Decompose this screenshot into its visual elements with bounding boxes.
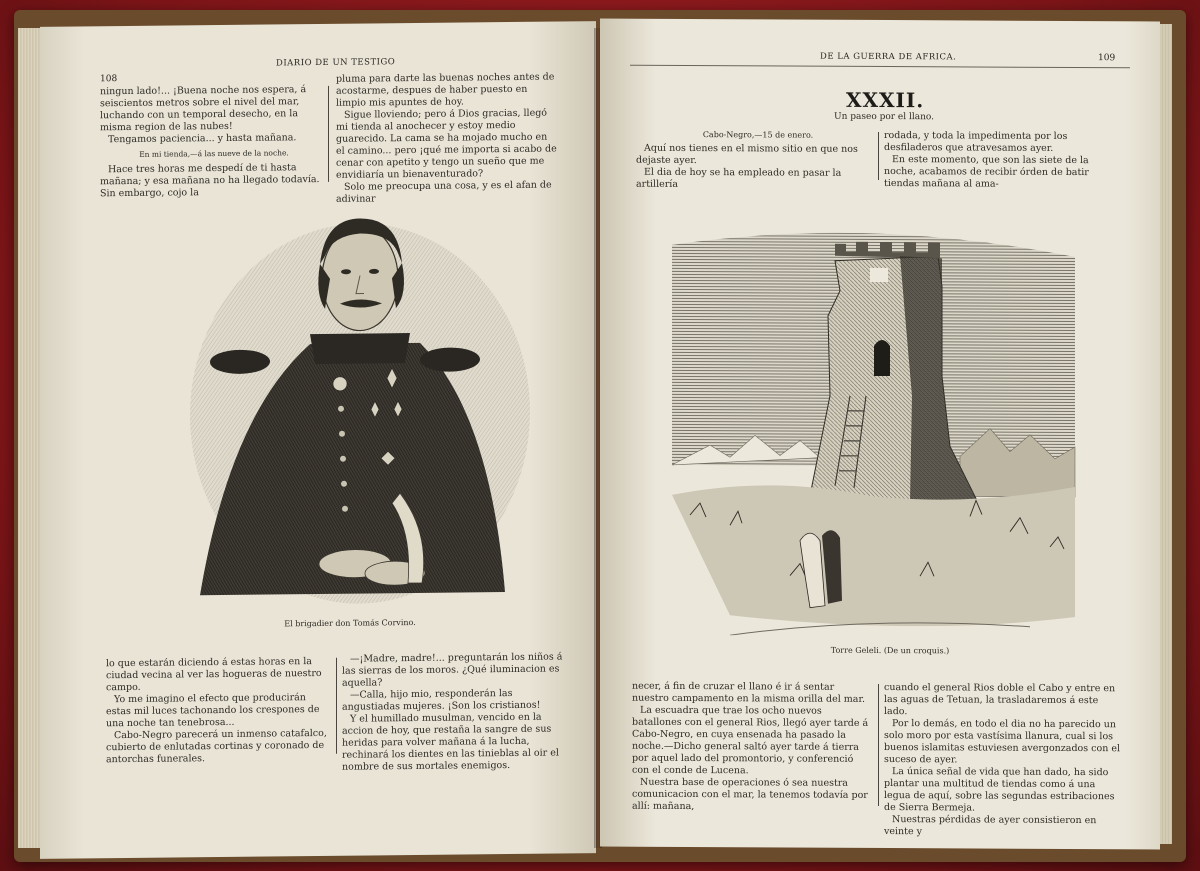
right-page-number: 109 bbox=[1098, 53, 1116, 64]
right-bottom-column-1 bbox=[632, 681, 872, 814]
page-edges-right bbox=[1158, 24, 1172, 844]
paragraph: necer, á fin de cruzar el llano é ir á sentar nuestro campamento en la misma orilla del mar. bbox=[632, 680, 865, 705]
right-bottom-column-2 bbox=[884, 682, 1124, 839]
paragraph: La escuadra que trae los ocho nuevos batallones con el general Rios, llegó ayer tarde á Cabo-Negro, en cuya ensenada ha pasado la noche.—Dicho general saltó ayer tarde á tierra por aquel lado del promontorio, y conferenció con el conde de Lucena. bbox=[632, 704, 869, 777]
paragraph: —¡Madre, madre!... preguntarán los niños á las sierras de los moros. ¿Qué iluminacion es aquella? bbox=[342, 651, 563, 689]
column-rule bbox=[878, 684, 879, 806]
paragraph: El dia de hoy se ha empleado en pasar la artillería bbox=[636, 166, 842, 190]
column-rule bbox=[328, 86, 329, 182]
paragraph: Tengamos paciencia... y hasta mañana. bbox=[108, 132, 297, 146]
paragraph: —Calla, hijo mio, responderán las angustiadas mujeres. ¡Son los cristianos! bbox=[342, 687, 541, 713]
page-edges-left bbox=[18, 28, 42, 848]
paragraph: La única señal de vida que han dado, ha sido plantar una multitud de tiendas como á una legua de aquí, sobre las segundas estribaciones de Sierra Bermeja. bbox=[884, 766, 1115, 814]
tower-caption: Torre Geleli. (De un croquis.) bbox=[830, 645, 950, 656]
dateline: Cabo-Negro,—15 de enero. bbox=[702, 130, 814, 140]
paragraph: Nuestras pérdidas de ayer consistieron en veinte y bbox=[884, 814, 1097, 838]
chapter-number: XXXII. bbox=[846, 87, 925, 113]
portrait-engraving bbox=[160, 182, 540, 616]
paragraph: En este momento, que son las siete de la noche, acabamos de recibir órden de batir tiendas mañana al ama- bbox=[884, 154, 1089, 190]
dateline: En mi tienda,—á las nueve de la noche. bbox=[139, 148, 289, 159]
paragraph: ningun lado!... ¡Buena noche nos espera, á seiscientos metros sobre el nivel del mar, luchando con un temporal desecho, en la misma region de las nubes! bbox=[100, 84, 307, 134]
portrait-caption: El brigadier don Tomás Corvino. bbox=[284, 617, 416, 629]
paragraph: Solo me preocupa una cosa, y es el afan de adivinar bbox=[336, 179, 552, 205]
paragraph: Por lo demás, en todo el dia no ha parecido un solo moro por esta vastísima llanura, cual si los buenos islamitas estuviesen avergonzados con el suceso de ayer. bbox=[884, 718, 1121, 766]
paragraph: Aquí nos tienes en el mismo sitio en que nos dejaste ayer. bbox=[636, 142, 858, 167]
paragraph: cuando el general Rios doble el Cabo y entre en las aguas de Tetuan, la trasladaremos á este lado. bbox=[884, 682, 1116, 718]
paragraph: Hace tres horas me despedí de ti hasta mañana; y esa mañana no ha llegado todavía. Sin embargo, cojo la bbox=[100, 162, 320, 200]
paragraph: lo que estarán diciendo á estas horas en la ciudad vecina al ver las hogueras de nuestro campo. bbox=[106, 656, 322, 694]
paragraph: pluma para darte las buenas noches antes de acostarme, despues de haber puesto en limpio mis apuntes de hoy. bbox=[336, 71, 555, 109]
paragraph: Cabo-Negro parecerá un inmenso catafalco, cubierto de enlutadas cortinas y coronado de antorchas funerales. bbox=[106, 727, 327, 766]
tower-engraving bbox=[670, 195, 1080, 637]
left-page-number: 108 bbox=[100, 74, 118, 85]
column-rule bbox=[878, 132, 879, 180]
left-running-head: DIARIO DE UN TESTIGO bbox=[276, 57, 396, 69]
paragraph: Nuestra base de operaciones ó sea nuestra comunicacion con el mar, la tenemos todavía por allí: mañana, bbox=[632, 776, 868, 813]
right-running-head: DE LA GUERRA DE AFRICA. bbox=[820, 51, 957, 63]
paragraph: Sigue lloviendo; pero á Dios gracias, llegó mi tienda al anochecer y estoy medio guarecido. La cama se ha mojado mucho en el camino... pero ¡qué me importa si acabo de cenar con apetito y tengo un sueño que me envidiaría un bienaventurado? bbox=[336, 107, 557, 181]
right-top-column-2 bbox=[884, 130, 1116, 191]
paragraph: rodada, y toda la impedimenta por los desfiladeros que atravesamos ayer. bbox=[884, 130, 1068, 154]
column-rule bbox=[336, 658, 337, 754]
left-page bbox=[40, 21, 596, 859]
paragraph: Yo me imagino el efecto que producirán estas mil luces tachonando los crespones de una noche tan tenebrosa... bbox=[106, 692, 320, 730]
paragraph: Y el humillado musulman, vencido en la accion de hoy, que restaña la sangre de sus heridas para volver mañana á la lucha, rechinará los dientes en las tinieblas al oir el nombre de sus mortales enemigos. bbox=[342, 711, 559, 773]
right-page bbox=[600, 19, 1160, 850]
left-top-column-1 bbox=[100, 84, 320, 200]
header-rule bbox=[630, 65, 1130, 69]
left-bottom-column-2 bbox=[342, 651, 564, 773]
right-top-column-1 bbox=[636, 129, 872, 192]
chapter-subtitle: Un paseo por el llano. bbox=[834, 111, 935, 123]
left-bottom-column-1 bbox=[106, 656, 328, 766]
